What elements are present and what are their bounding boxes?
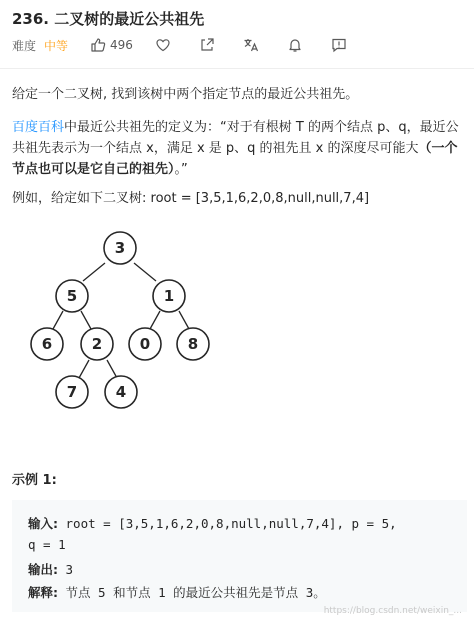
input-label: 输入: bbox=[28, 516, 58, 531]
like-count: 496 bbox=[110, 38, 133, 52]
definition-end: 。” bbox=[174, 162, 188, 177]
tree-edge bbox=[150, 311, 160, 329]
baidu-baike-link[interactable]: 百度百科 bbox=[12, 120, 65, 135]
output-value: 3 bbox=[58, 562, 74, 577]
example-output-line bbox=[28, 560, 73, 578]
like-button[interactable] bbox=[90, 37, 133, 53]
tree-edge bbox=[107, 360, 117, 378]
tree-edge bbox=[81, 311, 91, 329]
definition-note: （一个节点也可以是它自己的祖先） bbox=[12, 141, 458, 177]
description-paragraph: 给定一个二叉树, 找到该树中两个指定节点的最近公共祖先。 bbox=[12, 87, 359, 102]
thumbs-up-icon bbox=[90, 37, 106, 53]
tree-node-label: 0 bbox=[139, 335, 151, 353]
tree-node-label: 1 bbox=[163, 287, 175, 305]
tree-edge bbox=[134, 263, 156, 281]
difficulty-label: 难度 bbox=[12, 38, 37, 53]
problem-meta-bar bbox=[12, 36, 375, 54]
binary-tree-diagram bbox=[0, 222, 260, 422]
tree-edge bbox=[79, 360, 89, 378]
example-explanation-line bbox=[28, 583, 326, 601]
example-code-block bbox=[12, 500, 467, 612]
tree-node-label: 4 bbox=[115, 383, 127, 401]
share-button[interactable] bbox=[199, 37, 215, 53]
feedback-icon bbox=[331, 37, 347, 53]
translate-button[interactable] bbox=[243, 37, 259, 53]
tree-edge bbox=[179, 311, 189, 329]
feedback-button[interactable] bbox=[331, 37, 347, 53]
explain-value: 节点 5 和节点 1 的最近公共祖先是节点 3。 bbox=[58, 585, 326, 600]
tree-node-label: 3 bbox=[114, 239, 126, 257]
tree-node-label: 7 bbox=[66, 383, 78, 401]
translate-icon bbox=[243, 37, 259, 53]
favorite-button[interactable] bbox=[155, 37, 171, 53]
header-divider bbox=[0, 68, 474, 69]
share-icon bbox=[199, 37, 215, 53]
output-label: 输出: bbox=[28, 562, 58, 577]
tree-node-label: 5 bbox=[66, 287, 78, 305]
tree-node-label: 6 bbox=[41, 335, 53, 353]
input-value: root = [3,5,1,6,2,0,8,null,null,7,4], p = 5, bbox=[58, 516, 397, 531]
tree-edge bbox=[53, 311, 63, 329]
tree-edge bbox=[83, 263, 105, 281]
example-title: 示例 1: bbox=[12, 473, 57, 488]
definition-paragraph bbox=[12, 117, 462, 180]
tree-node-label: 8 bbox=[187, 335, 199, 353]
difficulty-badge: 中等 bbox=[44, 38, 69, 53]
example-intro: 例如，给定如下二叉树: root = [3,5,1,6,2,0,8,null,null,7,4] bbox=[12, 191, 370, 206]
watermark: https://blog.csdn.net/weixin_... bbox=[323, 606, 462, 616]
tree-node-label: 2 bbox=[91, 335, 103, 353]
bell-icon bbox=[287, 37, 303, 53]
subscribe-button[interactable] bbox=[287, 37, 303, 53]
explain-label: 解释: bbox=[28, 585, 58, 600]
heart-icon bbox=[155, 37, 171, 53]
example-input-line bbox=[28, 514, 397, 532]
definition-text: 中最近公共祖先的定义为：“对于有根树 T 的两个结点 p、q，最近公共祖先表示为一个结点 x，满足 x 是 p、q 的祖先且 x 的深度尽可能大 bbox=[12, 120, 459, 156]
example-input-continuation: q = 1 bbox=[28, 537, 66, 552]
problem-title: 236. 二叉树的最近公共祖先 bbox=[12, 10, 205, 28]
